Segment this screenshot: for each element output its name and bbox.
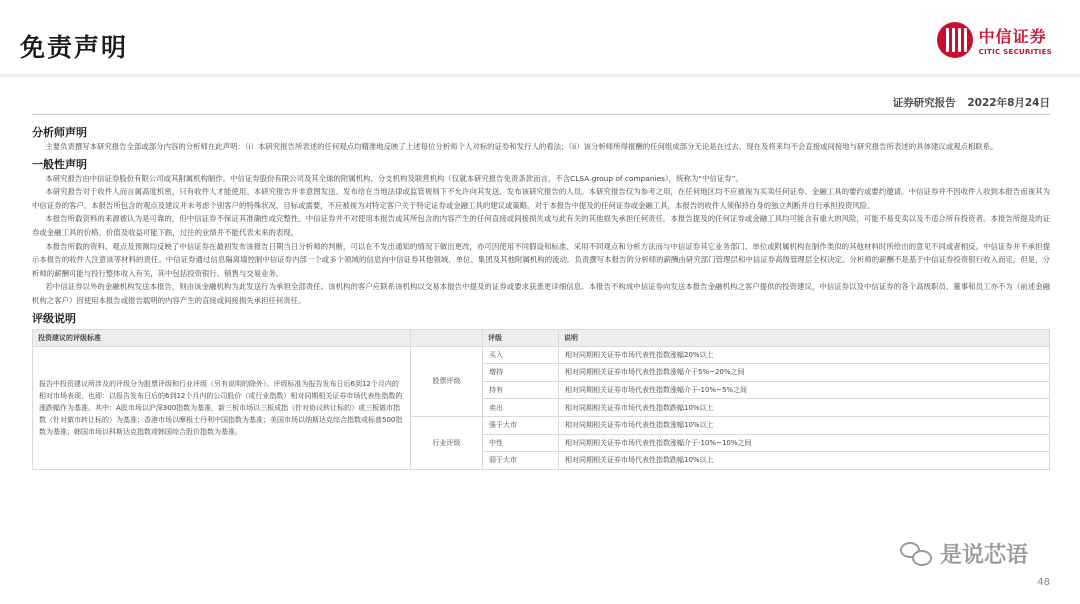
page-number: 48	[1037, 577, 1050, 588]
logo-name-cn: 中信证券	[978, 27, 1047, 46]
column-header-description: 说明	[559, 329, 1050, 346]
rating-desc-cell: 相对同期相关证券市场代表性指数涨幅介于-10%~5%之间	[559, 381, 1050, 399]
citic-securities-logo	[937, 22, 1052, 58]
rating-cell: 持有	[483, 381, 559, 399]
wechat-watermark	[900, 538, 1028, 569]
rating-criteria-cell: 报告中投资建议所涉及的评级分为股票评级和行业评级（另有说明的除外）。评级标准为报告发布日后6到12个月内的相对市场表现，也即：以报告发布日后的6到12个月内的公司股价（或行业指数）相对同期相关证券市场代表性指数的涨跌幅作为基准。其中：A股市场以沪深300指数为基准，新三板市场以三板成指（针对协议转让标的）或三板做市指数（针对做市转让标的）为基准；香港市场以摩根士丹利中国指数为基准；美国市场以纳斯达克综合指数或标普500指数为基准；韩国市场以科斯达克指数或韩国综合股价指数为基准。	[33, 346, 411, 469]
general-paragraph: 本报告所载资料的来源被认为是可靠的，但中信证券不保证其准确性或完整性。中信证券并不对使用本报告或其所包含的内容产生的任何直接或间接损失或与此有关的其他损失承担任何责任。本报告提及的任何证券或金融工具均可能含有重大的风险，可能不易变卖以及不适合所有投资者。本报告所提及的证券或金融工具的价格、价值及收益可能下跌，过往的业绩并不能代表未来的表现。	[32, 214, 1050, 237]
general-paragraph: 本报告所载的资料、观点及预测均反映了中信证券在最初发布该报告日期当日分析师的判断，可以在不发出通知的情况下做出更改，亦可因使用不同假设和标准、采用不同观点和分析方法而与中信证券其它业务部门、单位或附属机构在制作类似的其他材料时所给出的意见不同或者相反。中信证券并不承担提示本报告的收件人注意该等材料的责任。中信证券通过信息隔离墙控制中信证券内部一个或多个领域的信息向中信证券其他领域、单位、集团及其他附属机构的流动。负责撰写本报告的分析师的薪酬由研究部门管理层和中信证券高级管理层全权决定。分析师的薪酬不是基于中信证券投资银行收入而定，但是，分析师的薪酬可能与投行整体收入有关，其中包括投资银行、销售与交易业务。	[32, 241, 1050, 278]
general-section-heading: 一般性声明	[32, 157, 87, 171]
general-paragraph: 本研究报告由中信证券股份有限公司或其附属机构制作。中信证券股份有限公司及其全球的附属机构、分支机构及联营机构（仅就本研究报告免责条款而言，不含CLSA group of companies），统称为“中信证券”。	[45, 173, 743, 183]
industry-rating-group: 行业评级	[411, 416, 483, 469]
rating-cell: 买入	[483, 346, 559, 364]
rating-cell: 弱于大市	[483, 452, 559, 470]
rating-desc-cell: 相对同期相关证券市场代表性指数涨幅20%以上	[559, 346, 1050, 364]
logo-name-en: CITIC SECURITIES	[978, 48, 1052, 56]
page-title: 免责声明	[20, 33, 129, 62]
rating-table-header	[33, 329, 1050, 346]
general-paragraph: 本研究报告对于收件人而言属高度机密，只有收件人才能使用。本研究报告并非意图发送、发布给在当地法律或监管规则下不允许向其发送、发布该研究报告的人员。本研究报告仅为参考之用，在任何地区均不应被视为买卖任何证券、金融工具的要约或要约邀请。中信证券并不因收件人收到本报告而视其为中信证券的客户。本报告所包含的观点及建议并未考虑个别客户的特殊状况、目标或需要，不应被视为对特定客户关于特定证券或金融工具的建议或策略。对于本报告中提及的任何证券或金融工具，本报告的收件人须保持自身的独立判断并自行承担投资风险。	[32, 187, 1050, 210]
citic-logo-mark-icon	[937, 22, 973, 58]
meta-divider	[32, 114, 1050, 115]
rating-section-heading: 评级说明	[32, 311, 76, 325]
title-divider	[0, 74, 1080, 78]
column-header-type	[411, 329, 483, 346]
rating-cell: 增持	[483, 364, 559, 382]
rating-desc-cell: 相对同期相关证券市场代表性指数涨幅介于5%~20%之间	[559, 364, 1050, 382]
rating-cell: 强于大市	[483, 416, 559, 434]
general-paragraph: 若中信证券以外的金融机构发送本报告，则由该金融机构为此发送行为承担全部责任。该机构的客户应联系该机构以交易本报告中提及的证券或要求获悉更详细信息。本报告不构成中信证券向发送本报告金融机构之客户提供的投资建议，中信证券以及中信证券的各个高级职员、董事和员工亦不为（前述金融机构之客户）因使用本报告或报告载明的内容产生的直接或间接损失承担任何责任。	[32, 282, 1050, 305]
report-type: 证券研究报告	[892, 97, 956, 109]
disclaimer-content	[32, 122, 1050, 470]
wechat-icon	[900, 540, 934, 568]
report-meta	[893, 95, 1050, 110]
column-header-rating: 评级	[483, 329, 559, 346]
analyst-paragraph: 主要负责撰写本研究报告全部或部分内容的分析师在此声明：（i）本研究报告所表述的任何观点均精准地反映了上述每位分析师个人对标的证券和发行人的看法；（ii）该分析师所得报酬的任何组成部分无论是在过去、现在及将来均不会直接或间接地与研究报告所表述的具体建议或观点相联系。	[45, 142, 998, 151]
rating-cell: 卖出	[483, 399, 559, 417]
stock-rating-group: 股票评级	[411, 346, 483, 416]
rating-desc-cell: 相对同期相关证券市场代表性指数跌幅10%以上	[559, 399, 1050, 417]
table-row	[33, 346, 1050, 364]
column-header-criteria: 投资建议的评级标准	[33, 329, 411, 346]
analyst-section-heading: 分析师声明	[32, 126, 87, 139]
report-date: 2022年8月24日	[967, 97, 1050, 109]
rating-cell: 中性	[483, 434, 559, 452]
rating-desc-cell: 相对同期相关证券市场代表性指数跌幅10%以上	[559, 452, 1050, 470]
rating-desc-cell: 相对同期相关证券市场代表性指数涨幅10%以上	[559, 416, 1050, 434]
rating-desc-cell: 相对同期相关证券市场代表性指数涨幅介于-10%~10%之间	[559, 434, 1050, 452]
watermark-text: 是说芯语	[940, 543, 1029, 568]
rating-table	[32, 329, 1050, 470]
